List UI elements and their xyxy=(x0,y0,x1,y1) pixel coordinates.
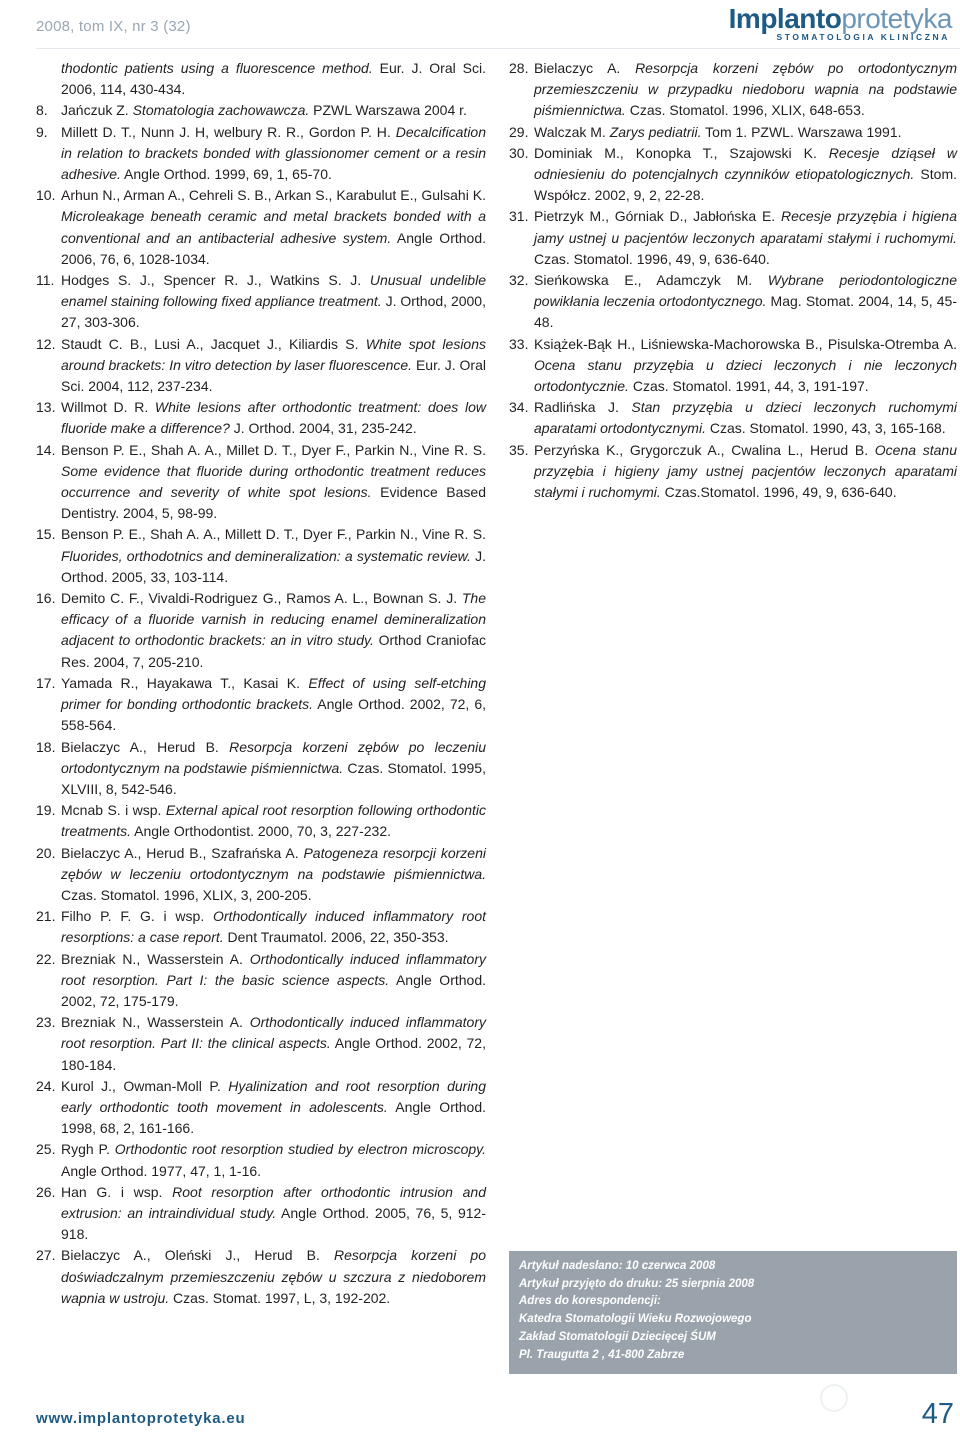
reference-source: Orthod Craniofac Res. 2004, 7, 205-210. xyxy=(61,632,486,670)
reference-item xyxy=(36,185,486,270)
reference-number: 9. xyxy=(36,123,48,140)
reference-source: Czas. Stomatol. 1996, XLIX, 3, 200-205. xyxy=(61,886,312,903)
reference-authors: Walczak M. xyxy=(534,123,610,140)
reference-source: Tom 1. PZWL. Warszawa 1991. xyxy=(701,123,902,140)
reference-item xyxy=(36,800,486,842)
reference-source: Czas. Stomatol. 1996, XLIX, 648-653. xyxy=(625,102,865,119)
reference-number: 10. xyxy=(36,187,56,204)
reference-title: Resorpcja korzeni po doświadczalnym przemieszczeniu zębów u szczura z niedoborem wapnia w ustroju. xyxy=(61,1247,487,1306)
reference-title: Hyalinization and root resorption during early orthodontic tooth movement in adolescents. xyxy=(61,1077,486,1115)
reference-title: Recesje dziąseł w odniesieniu do potencjalnych czynników etiopatologicznych. xyxy=(534,144,957,183)
reference-item xyxy=(36,1012,486,1076)
reference-item xyxy=(509,270,957,334)
reference-number: 26. xyxy=(36,1183,56,1200)
info-box-line: Adres do korespondencji: xyxy=(519,1295,661,1308)
reference-title: Patogeneza resorpcji korzeni zębów w leczeniu ortodontycznym na podstawie piśmiennictwa. xyxy=(61,844,486,882)
reference-number: 31. xyxy=(509,208,529,225)
reference-title: Resorpcja korzeni zębów po ortodontycznym przemieszczeniu w przypadku niedoboru wapnia na podstawie piśmiennictwa. xyxy=(534,60,958,119)
reference-title: Fluorides, orthodotnics and demineralization: a systematic review. xyxy=(61,547,471,564)
reference-number: 34. xyxy=(509,399,529,416)
reference-source: Angle Orthodontist. 2000, 70, 3, 227-232. xyxy=(131,823,391,840)
reference-title: Unusual undelible enamel staining following fixed appliance treatment. xyxy=(61,272,486,310)
reference-item xyxy=(36,588,486,673)
reference-source: J. Orthod. 2005, 33, 103-114. xyxy=(61,547,487,585)
reference-item xyxy=(36,270,486,334)
reference-authors: Staudt C. B., Lusi A., Jacquet J., Kiliardis S. xyxy=(61,335,366,352)
reference-authors: Han G. i wsp. xyxy=(61,1183,173,1200)
reference-item xyxy=(36,397,486,439)
reference-authors: Demito C. F., Vivaldi-Rodriguez G., Ramos A. L., Bownan S. J. xyxy=(61,590,462,607)
reference-item xyxy=(509,122,957,143)
reference-authors: Radlińska J. xyxy=(534,399,632,416)
reference-item xyxy=(36,673,486,737)
reference-source: Dent Traumatol. 2006, 22, 350-353. xyxy=(223,929,449,946)
logo-part-1: Implanto xyxy=(728,3,842,34)
reference-number: 19. xyxy=(36,802,56,819)
reference-authors: Willmot D. R. xyxy=(61,399,155,416)
info-box-line: Pl. Traugutta 2 , 41-800 Zabrze xyxy=(519,1348,685,1361)
reference-item xyxy=(36,58,486,100)
reference-title: Orthodontically induced inflammatory root resorption. Part I: the basic science aspects. xyxy=(61,950,486,988)
reference-item xyxy=(36,334,486,398)
reference-authors: Brezniak N., Wasserstein A. xyxy=(61,950,250,967)
reference-item xyxy=(509,397,957,439)
reference-number: 22. xyxy=(36,950,56,967)
reference-number: 12. xyxy=(36,335,56,352)
reference-source: Czas. Stomatol. 1991, 44, 3, 191-197. xyxy=(628,378,869,395)
reference-item xyxy=(509,58,957,122)
reference-title: Orthodontically induced inflammatory root resorptions: a case report. xyxy=(61,908,487,946)
reference-source: Czas. Stomatol. 1990, 43, 3, 165-168. xyxy=(705,420,946,437)
header-divider xyxy=(36,48,960,49)
reference-title: Orthodontic root resorption studied by electron microscopy. xyxy=(114,1141,486,1158)
reference-authors: Kurol J., Owman-Moll P. xyxy=(61,1077,229,1094)
reference-source: Angle Orthod. 1999, 69, 1, 65-70. xyxy=(120,166,332,183)
reference-number: 17. xyxy=(36,674,56,691)
reference-authors: Mcnab S. i wsp. xyxy=(61,802,166,819)
reference-source: J. Orthod. 2004, 31, 235-242. xyxy=(229,420,417,437)
reference-source: Angle Orthod. 1998, 68, 2, 161-166. xyxy=(61,1098,486,1137)
reference-number: 32. xyxy=(509,272,529,289)
reference-title: Some evidence that fluoride during orthodontic treatment reduces occurrence and severity of white spot lesions. xyxy=(61,462,486,501)
reference-item xyxy=(36,524,486,588)
reference-title: External apical root resorption following orthodontic treatments. xyxy=(61,802,486,840)
info-box-line: Zakład Stomatologii Dziecięcej ŚUM xyxy=(519,1330,716,1343)
references-left-column xyxy=(36,58,486,1309)
reference-number: 8. xyxy=(36,102,48,119)
reference-number: 25. xyxy=(36,1141,56,1158)
reference-authors: Sieńkowska E., Adamczyk M. xyxy=(534,272,768,289)
reference-authors: Dominiak M., Konopka T., Szajowski K. xyxy=(534,144,829,161)
reference-authors: Yamada R., Hayakawa T., Kasai K. xyxy=(61,674,309,691)
reference-source: Stom. Współcz. 2002, 9, 2, 22-28. xyxy=(534,166,957,204)
reference-title: Effect of using self-etching primer for bonding orthodontic brackets. xyxy=(61,674,486,713)
reference-authors: Bielaczyc A., Herud B., Szafrańska A. xyxy=(61,844,304,861)
journal-logo xyxy=(729,4,952,42)
reference-authors: Bielaczyc A. xyxy=(534,60,636,76)
reference-item xyxy=(509,143,957,207)
logo-part-2: protetyka xyxy=(841,3,952,34)
reference-authors: Rygh P. xyxy=(61,1141,115,1158)
reference-title: Zarys pediatrii. xyxy=(609,123,702,140)
reference-source: Czas.Stomatol. 1996, 49, 9, 636-640. xyxy=(660,484,897,501)
reference-item xyxy=(36,949,486,1013)
reference-item xyxy=(509,334,957,398)
reference-item xyxy=(36,1245,486,1309)
reference-title: thodontic patients using a fluorescence method. xyxy=(61,60,373,76)
reference-source: Angle Orthod. 2002, 72, 6, 558-564. xyxy=(61,696,487,734)
reference-title: The efficacy of a fluoride varnish in reducing enamel demineralization adjacent to orthodontic brackets: an in vitro study. xyxy=(61,590,486,649)
reference-number: 30. xyxy=(509,144,529,161)
reference-title: Microleakage beneath ceramic and metal brackets bonded with a conventional and an antibacterial adhesive system. xyxy=(61,208,486,246)
reference-title: Stomatologia zachowawcza. xyxy=(132,102,310,119)
reference-title: Stan przyzębia u dzieci leczonych ruchomymi aparatami ortodontycznymi. xyxy=(534,399,957,437)
reference-item xyxy=(36,906,486,948)
reference-source: Angle Orthod. 2002, 72, 180-184. xyxy=(61,1035,486,1073)
reference-authors: Millett D. T., Nunn J. H, welbury R. R., Gordon P. H. xyxy=(61,123,396,140)
issue-info: 2008, tom IX, nr 3 (32) xyxy=(36,18,191,35)
reference-source: Eur. J. Oral Sci. 2006, 114, 430-434. xyxy=(61,60,487,98)
reference-title: White spot lesions around brackets: In vitro detection by laser fluorescence. xyxy=(61,335,486,373)
reference-number: 20. xyxy=(36,844,56,861)
references-right-column xyxy=(509,58,957,503)
reference-authors: Książek-Bąk H., Liśniewska-Machorowska B., Pisulska-Otremba A. xyxy=(534,335,957,352)
reference-number: 15. xyxy=(36,526,56,543)
reference-title: Ocena stanu przyzębia u dzieci leczonych i nie leczonych ortodontycznie. xyxy=(534,356,957,395)
reference-title: Ocena stanu przyzębia i higieny jamy ustnej pacjentów leczonych aparatami stałymi i ruchomymi. xyxy=(534,441,958,501)
reference-source: Angle Orthod. 1977, 47, 1, 1-16. xyxy=(61,1162,262,1179)
reference-authors: Hodges S. J., Spencer R. J., Watkins S. J. xyxy=(61,272,370,289)
reference-item xyxy=(36,1076,486,1140)
reference-source: Mag. Stomat. 2004, 14, 5, 45-48. xyxy=(534,293,957,331)
reference-item xyxy=(36,440,486,525)
footer-decoration-icon xyxy=(820,1384,848,1412)
reference-item xyxy=(36,737,486,801)
reference-title: Recesje przyzębia i higiena jamy ustnej u pacjentów leczonych aparatami stałymi i ruchomymi. xyxy=(534,208,957,246)
reference-source: Czas. Stomatol. 1995, XLVIII, 8, 542-546. xyxy=(61,759,486,797)
reference-source: J. Orthod, 2000, 27, 303-306. xyxy=(61,293,486,331)
reference-number: 23. xyxy=(36,1014,56,1031)
reference-number: 14. xyxy=(36,441,56,458)
reference-title: Wybrane periodontologiczne powikłania leczenia ortodontycznego. xyxy=(534,272,957,310)
reference-source: Czas. Stomat. 1997, L, 3, 192-202. xyxy=(169,1289,391,1306)
reference-authors: Benson P. E., Shah A. A., Millet D. T., Dyer F., Parkin N., Vine R. S. xyxy=(61,441,486,458)
reference-number: 16. xyxy=(36,590,56,607)
reference-title: Root resorption after orthodontic intrusion and extrusion: an intraindividual study. xyxy=(61,1183,486,1221)
reference-source: Czas. Stomatol. 1996, 49, 9, 636-640. xyxy=(534,250,770,267)
reference-authors: Bielaczyc A., Oleński J., Herud B. xyxy=(61,1247,335,1264)
reference-item xyxy=(509,206,957,270)
reference-title: Orthodontically induced inflammatory root resorption. Part II: the clinical aspects. xyxy=(61,1014,486,1052)
info-box-line: Katedra Stomatologii Wieku Rozwojowego xyxy=(519,1313,752,1326)
reference-item xyxy=(36,122,486,186)
reference-number: 35. xyxy=(509,441,529,458)
reference-authors: Brezniak N., Wasserstein A. xyxy=(61,1014,250,1031)
reference-authors: Pietrzyk M., Górniak D., Jabłońska E. xyxy=(534,208,781,225)
reference-item xyxy=(36,843,486,907)
reference-number: 11. xyxy=(36,272,55,289)
reference-item xyxy=(36,1139,486,1181)
reference-authors: Bielaczyc A., Herud B. xyxy=(61,738,230,755)
reference-source: Eur. J. Oral Sci. 2004, 112, 237-234. xyxy=(61,356,486,395)
reference-title: White lesions after orthodontic treatment: does low fluoride make a difference? xyxy=(61,399,486,437)
reference-item xyxy=(36,100,486,121)
reference-title: Resorpcja korzeni zębów po leczeniu ortodontycznym na podstawie piśmiennictwa. xyxy=(61,738,486,776)
logo-subtitle: STOMATOLOGIA KLINICZNA xyxy=(776,32,950,42)
reference-number: 27. xyxy=(36,1247,56,1264)
article-info-box xyxy=(509,1251,957,1374)
reference-source: Angle Orthod. 2005, 76, 5, 912-918. xyxy=(61,1204,486,1243)
reference-number: 29. xyxy=(509,123,529,140)
reference-authors: Jańczuk Z. xyxy=(61,102,133,119)
page-number: 47 xyxy=(921,1398,954,1430)
reference-source: Evidence Based Dentistry. 2004, 5, 98-99. xyxy=(61,484,486,522)
info-box-line: Artykuł nadesłano: 10 czerwca 2008 xyxy=(519,1260,716,1272)
reference-item xyxy=(509,440,957,504)
reference-number: 24. xyxy=(36,1077,56,1094)
reference-authors: Arhun N., Arman A., Cehreli S. B., Arkan S., Karabulut E., Gulsahi K. xyxy=(61,187,486,204)
info-box-line: Artykuł przyjęto do druku: 25 sierpnia 2008 xyxy=(519,1277,755,1290)
reference-number: 33. xyxy=(509,335,529,352)
reference-number: 21. xyxy=(36,908,56,925)
reference-number: 13. xyxy=(36,399,56,416)
reference-number: 18. xyxy=(36,738,56,755)
reference-source: Angle Orthod. 2002, 72, 175-179. xyxy=(61,971,486,1009)
reference-source: Angle Orthod. 2006, 76, 6, 1028-1034. xyxy=(61,229,486,267)
reference-item xyxy=(36,1182,486,1246)
reference-number: 28. xyxy=(509,60,529,76)
footer-website-link[interactable]: www.implantoprotetyka.eu xyxy=(36,1410,246,1427)
reference-authors: Benson P. E., Shah A. A., Millett D. T., Dyer F., Parkin N., Vine R. S. xyxy=(61,526,486,543)
reference-title: Decalcification in relation to brackets bonded with glassionomer cement or a resin adhesive. xyxy=(61,123,486,183)
reference-source: PZWL Warszawa 2004 r. xyxy=(309,102,467,119)
reference-authors: Perzyńska K., Grygorczuk A., Cwalina L., Herud B. xyxy=(534,441,875,458)
logo-wordmark xyxy=(729,4,952,34)
reference-authors: Filho P. F. G. i wsp. xyxy=(61,908,213,925)
